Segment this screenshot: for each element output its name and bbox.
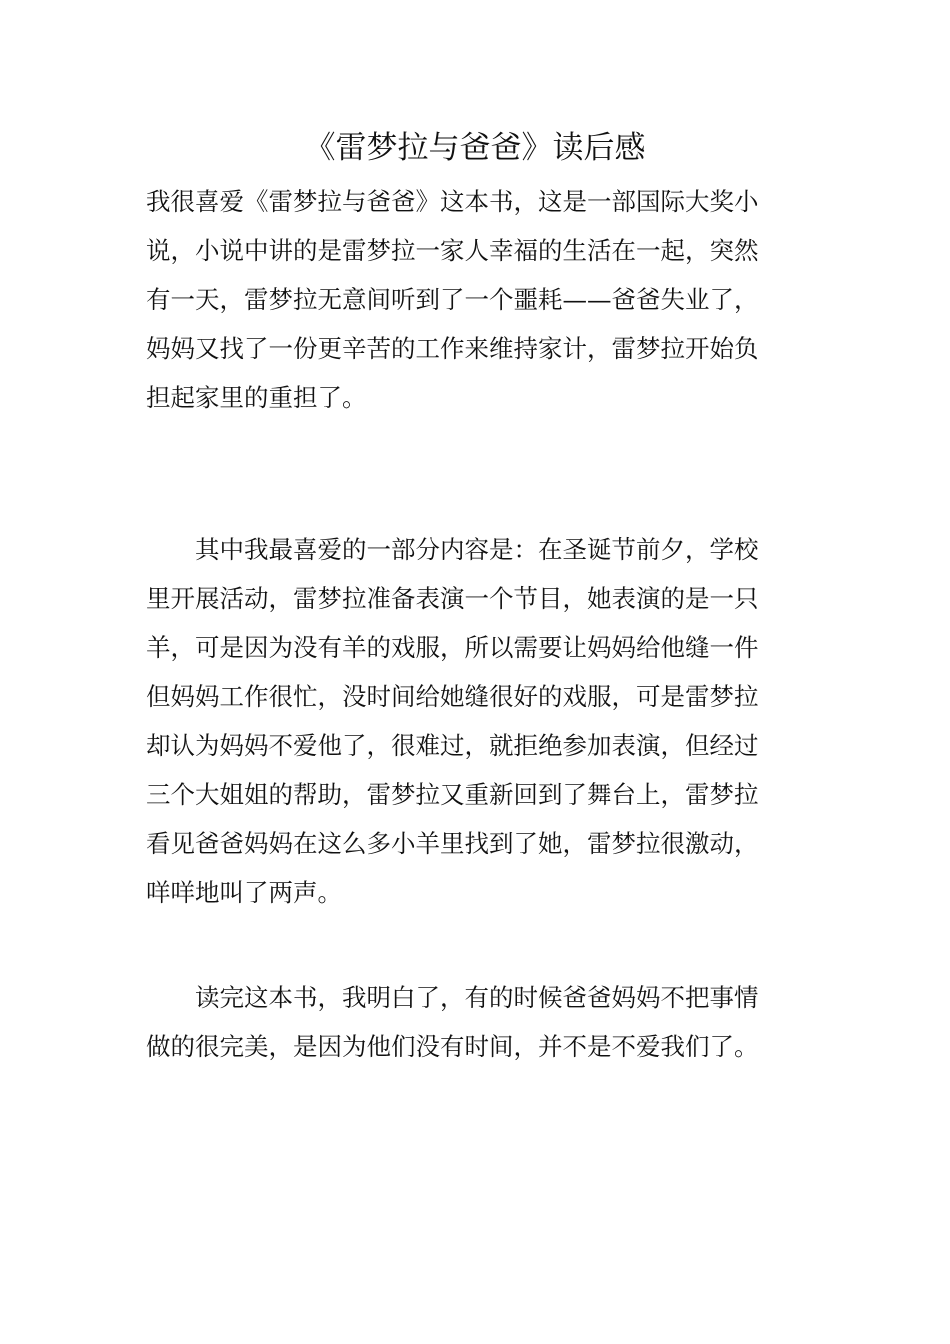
paragraph-line: 读完这本书，我明白了，有的时候爸爸妈妈不把事情: [146, 983, 759, 1012]
paragraph-line: 咩咩地叫了两声。: [146, 878, 342, 907]
paragraph-line: 妈妈又找了一份更辛苦的工作来维持家计，雷梦拉开始负: [146, 334, 759, 363]
paragraph-line: 我很喜爱《雷梦拉与爸爸》这本书，这是一部国际大奖小: [146, 187, 759, 216]
paragraph-line: 羊，可是因为没有羊的戏服，所以需要让妈妈给他缝一件: [146, 633, 759, 662]
paragraph-line: 三个大姐姐的帮助，雷梦拉又重新回到了舞台上，雷梦拉: [146, 780, 759, 809]
paragraph-line: 有一天，雷梦拉无意间听到了一个噩耗——爸爸失业了，: [146, 285, 759, 314]
paragraph-line: 做的很完美，是因为他们没有时间，并不是不爱我们了。: [146, 1032, 759, 1061]
document-title: 《雷梦拉与爸爸》读后感: [304, 130, 646, 166]
paragraph-line: 但妈妈工作很忙，没时间给她缝很好的戏服，可是雷梦拉: [146, 682, 759, 711]
paragraph-line: 说，小说中讲的是雷梦拉一家人幸福的生活在一起，突然: [146, 236, 759, 265]
paragraph-2: [146, 525, 806, 917]
paragraph-line: 看见爸爸妈妈在这么多小羊里找到了她，雷梦拉很激动，: [146, 829, 759, 858]
paragraph-line: 担起家里的重担了。: [146, 383, 367, 412]
paragraph-line: 里开展活动，雷梦拉准备表演一个节目，她表演的是一只: [146, 584, 759, 613]
paragraph-line: 其中我最喜爱的一部分内容是：在圣诞节前夕，学校: [146, 535, 759, 564]
paragraph-line: 却认为妈妈不爱他了，很难过，就拒绝参加表演，但经过: [146, 731, 759, 760]
paragraph-1: [146, 177, 806, 422]
paragraph-3: [146, 973, 806, 1071]
